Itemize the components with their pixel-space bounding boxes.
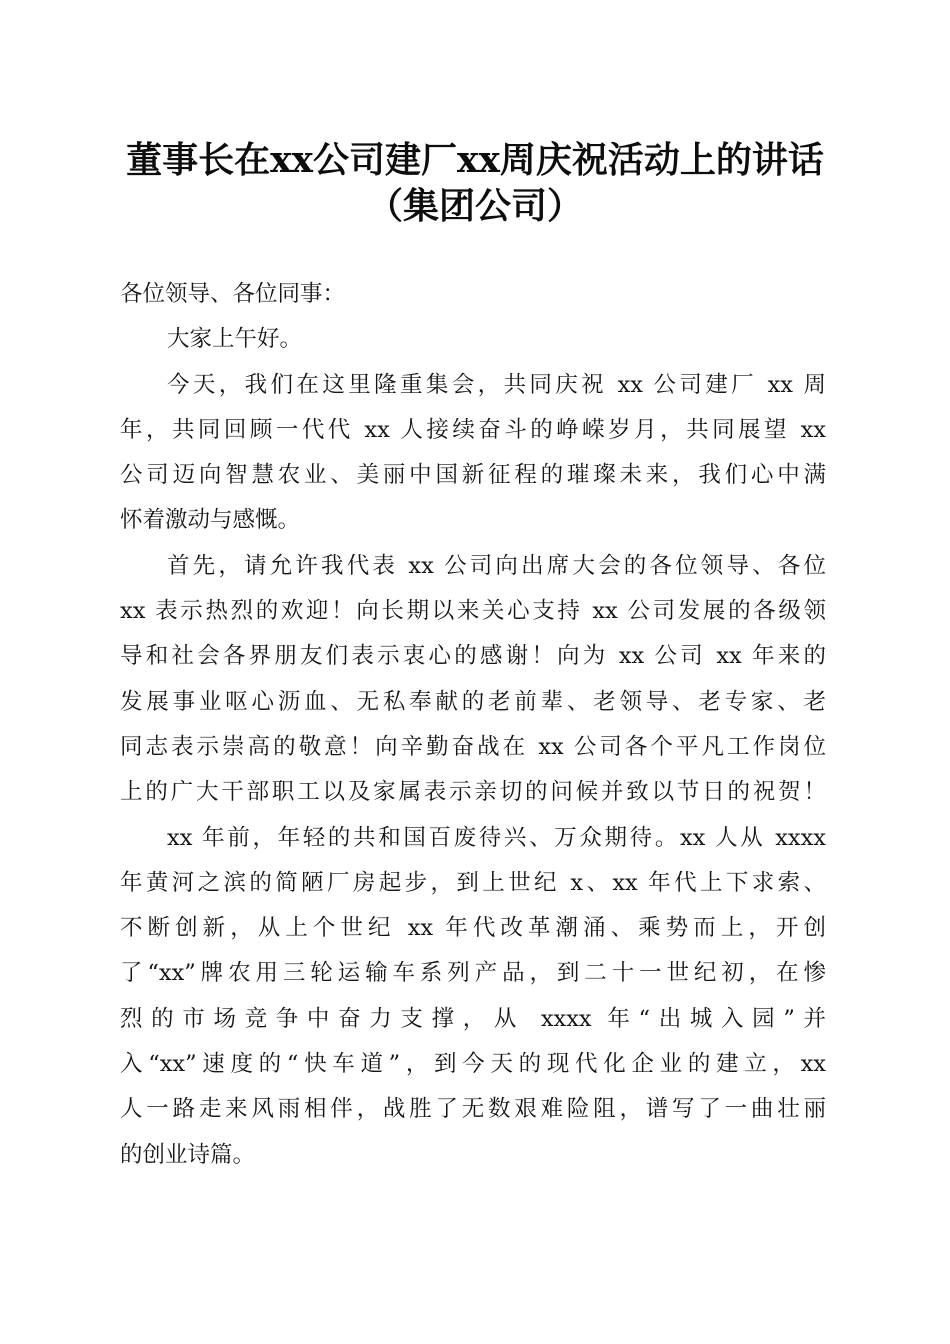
salutation: 各位领导、各位同事： xyxy=(120,281,346,307)
document-title-line-2: （集团公司） xyxy=(366,185,583,227)
paragraph-line: 上的广大干部职工以及家属表示亲切的问候并致以节日的祝贺！ xyxy=(120,779,826,806)
paragraph-line: 今天，我们在这里隆重集会，共同庆祝 xx 公司建厂 xx 周 xyxy=(167,371,826,398)
paragraph-line: 人一路走来风雨相伴，战胜了无数艰难险阻，谱写了一曲壮丽 xyxy=(120,1096,826,1123)
paragraph-line: 年，共同回顾一代代 xx 人接续奋斗的峥嵘岁月，共同展望 xx xyxy=(120,416,826,443)
paragraph-line: xx 表示热烈的欢迎！向长期以来关心支持 xx 公司发展的各级领 xyxy=(120,598,826,625)
paragraph-line: 年黄河之滨的简陋厂房起步，到上世纪 x、xx 年代上下求索、 xyxy=(120,869,826,896)
paragraph-line: 的创业诗篇。 xyxy=(120,1141,256,1168)
paragraph-line: 大家上午好。 xyxy=(167,326,303,353)
document-title-line-1: 董事长在xx公司建厂xx周庆祝活动上的讲话 xyxy=(126,139,824,181)
paragraph-line: 烈的市场竞争中奋力支撑，从 xxxx 年“出城入园”并 xyxy=(120,1005,826,1032)
paragraph-line: 公司迈向智慧农业、美丽中国新征程的璀璨未来，我们心中满 xyxy=(120,462,826,489)
paragraph-line: 入“xx”速度的“快车道”，到今天的现代化企业的建立，xx xyxy=(120,1051,826,1078)
paragraph-line: 首先，请允许我代表 xx 公司向出席大会的各位领导、各位 xyxy=(167,552,826,579)
paragraph-line: 怀着激动与感慨。 xyxy=(120,507,301,534)
paragraph-line: xx 年前，年轻的共和国百废待兴、万众期待。xx 人从 xxxx xyxy=(167,824,826,851)
paragraph-line: 导和社会各界朋友们表示衷心的感谢！向为 xx 公司 xx 年来的 xyxy=(120,643,826,670)
paragraph-line: 不断创新，从上个世纪 xx 年代改革潮涌、乘势而上，开创 xyxy=(120,915,826,942)
document-body xyxy=(120,272,826,1178)
paragraph-line: 了“xx”牌农用三轮运输车系列产品，到二十一世纪初，在惨 xyxy=(120,960,826,987)
paragraph-line: 同志表示崇高的敬意！向辛勤奋战在 xx 公司各个平凡工作岗位 xyxy=(120,733,826,760)
paragraph-line: 发展事业呕心沥血、无私奉献的老前辈、老领导、老专家、老 xyxy=(120,688,826,715)
